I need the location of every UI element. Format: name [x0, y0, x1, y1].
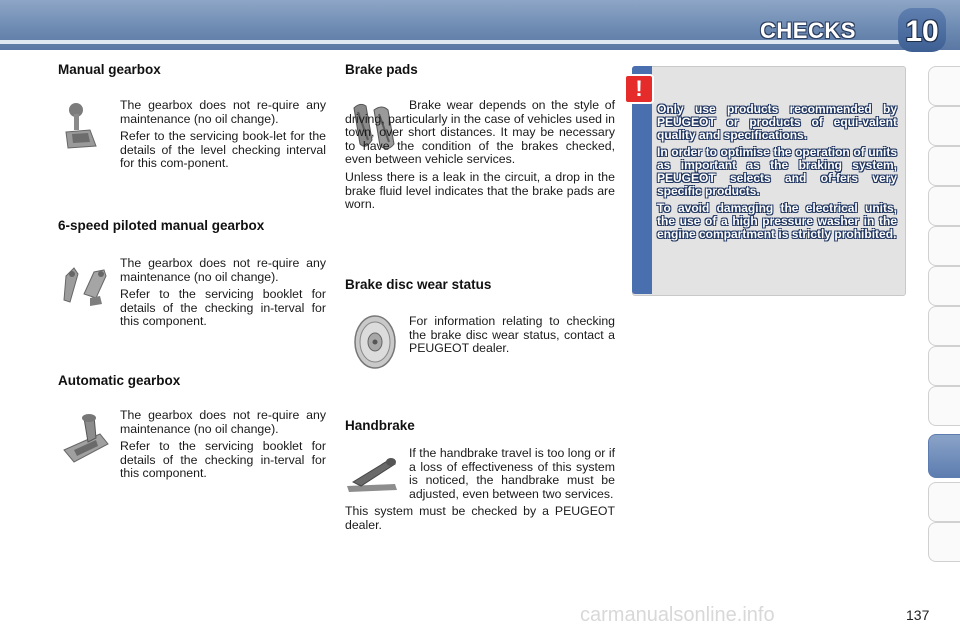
chapter-tab[interactable]: [928, 386, 960, 426]
chapter-tab[interactable]: [928, 306, 960, 346]
chapter-tab[interactable]: [928, 346, 960, 386]
piloted-gearbox-heading: 6-speed piloted manual gearbox: [58, 218, 265, 233]
chapter-tab[interactable]: [928, 226, 960, 266]
warning-p2: In order to optimise the operation of units as important as the braking system, PEUGEOT selects and of-fers very specific products.: [657, 145, 897, 198]
brake-pads-text: [345, 99, 615, 216]
brake-disc-text: [409, 315, 615, 360]
brake-pads-p2: Unless there is a leak in the circuit, a drop in the brake fluid level indicates that the brake pads are worn.: [345, 169, 615, 212]
brake-disc-icon: [350, 314, 400, 370]
handbrake-p2: This system must be checked by a PEUGEOT dealer.: [345, 504, 615, 532]
automatic-gearbox-p1: The gearbox does not re-quire any maintenance (no oil change).: [120, 408, 326, 436]
chapter-tab[interactable]: [928, 482, 960, 522]
warning-exclamation-icon: !: [624, 74, 654, 104]
automatic-gear-selector-icon: [60, 410, 112, 468]
manual-gearbox-text: [120, 99, 326, 175]
page-number: 137: [906, 607, 930, 623]
brake-disc-p1: For information relating to checking the brake disc wear status, contact a PEUGEOT dealer.: [409, 314, 615, 356]
handbrake-heading: Handbrake: [345, 418, 415, 433]
piloted-gearbox-p2: Refer to the servicing booklet for details of the checking in-terval for this component.: [120, 287, 326, 329]
brake-pads-p1: Brake wear depends on the style of driving, particularly in the case of vehicles used in town, over short distances. It may be necessary to have the condition of the brakes checked, even between vehicle services.: [345, 98, 615, 167]
chapter-tab[interactable]: [928, 266, 960, 306]
brake-disc-heading: Brake disc wear status: [345, 277, 492, 292]
warning-p3: [657, 202, 897, 241]
manual-gearbox-p2: Refer to the servicing book-let for the details of the level checking interval for this com-ponent.: [120, 129, 326, 171]
warning-p3-end: .: [893, 227, 897, 241]
manual-gearbox-p1: The gearbox does not re-quire any maintenance (no oil change).: [120, 98, 326, 126]
warning-text: [657, 103, 897, 245]
handbrake-p1: If the handbrake travel is too long or if a loss of effectiveness of this system is noticed, the handbrake must be adjusted, even between two services.: [409, 446, 615, 501]
piloted-gearbox-text: [120, 257, 326, 333]
brake-pads-heading: Brake pads: [345, 62, 418, 77]
gear-lever-icon: [62, 100, 106, 152]
manual-gearbox-heading: Manual gearbox: [58, 62, 161, 77]
chapter-tab[interactable]: [928, 186, 960, 226]
chapter-number: 10: [905, 15, 939, 48]
chapter-tabs: [928, 66, 960, 572]
chapter-tab[interactable]: [928, 522, 960, 562]
piloted-gear-selector-icon: [60, 256, 114, 310]
chapter-tab[interactable]: [928, 106, 960, 146]
handbrake-text: [345, 447, 615, 537]
chapter-title: CHECKS: [760, 18, 856, 43]
warning-p3-emphasis: prohibited: [834, 227, 894, 241]
warning-p3-start: To avoid damaging the electrical units, the use of a high pressure washer in the engine compartment is strictly: [657, 201, 897, 241]
automatic-gearbox-heading: Automatic gearbox: [58, 373, 181, 388]
automatic-gearbox-p2: Refer to the servicing booklet for details of the checking in-terval for this component.: [120, 439, 326, 481]
chapter-tab-active[interactable]: [928, 434, 960, 478]
chapter-tab[interactable]: [928, 66, 960, 106]
warning-p1: Only use products recommended by PEUGEOT or products of equi-valent quality and specifications.: [657, 102, 897, 142]
automatic-gearbox-text: [120, 409, 326, 485]
chapter-tab[interactable]: [928, 146, 960, 186]
chapter-number-badge: [898, 8, 946, 52]
watermark: carmanualsonline.info: [580, 604, 775, 626]
piloted-gearbox-p1: The gearbox does not re-quire any maintenance (no oil change).: [120, 256, 326, 284]
